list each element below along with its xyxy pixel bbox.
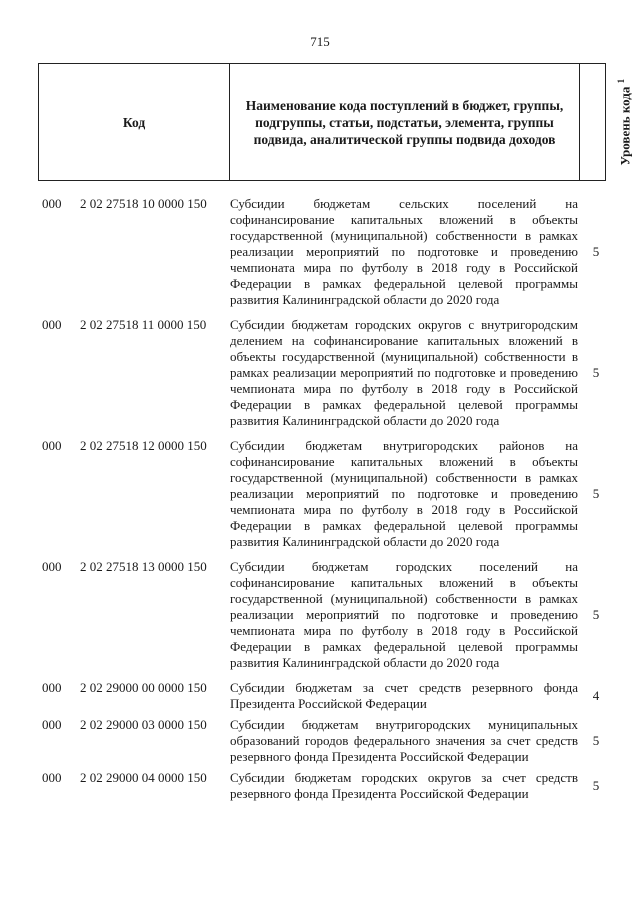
header-level-label: Уровень кода [617, 86, 633, 166]
table-row [38, 438, 606, 550]
row-code: 2 02 27518 12 0000 150 [80, 438, 207, 453]
row-level: 5 [592, 778, 600, 793]
row-prefix: 000 [42, 317, 62, 332]
header-name: Наименование кода поступлений в бюджет, группы, подгруппы, статьи, подстатьи, элемента, группы подвида, аналитической группы подвида доходов [229, 64, 579, 180]
page-number: 715 [310, 34, 330, 49]
row-level: 5 [592, 733, 600, 748]
row-prefix: 000 [42, 438, 62, 453]
row-code: 2 02 29000 04 0000 150 [80, 770, 207, 785]
row-name: Субсидии бюджетам городских округов с внутригородским делением на софинансирование капитальных вложений в объекты государственной (муниципальной) собственности в рамках реализации мероприятий по подготовке и проведению чемпионата мира по футболу в 2018 году в Российской Федерации в рамках федеральной целевой программы развития Калининградской области до 2020 года [230, 317, 578, 428]
header-level-footnote: 1 [616, 78, 627, 84]
row-prefix: 000 [42, 559, 62, 574]
row-prefix: 000 [42, 717, 62, 732]
table-header [38, 63, 633, 181]
row-level: 5 [592, 486, 600, 501]
row-code: 2 02 29000 00 0000 150 [80, 680, 207, 695]
row-code: 2 02 27518 11 0000 150 [80, 317, 207, 332]
row-name: Субсидии бюджетам за счет средств резервного фонда Президента Российской Федерации [230, 680, 578, 711]
row-name: Субсидии бюджетам городских округов за счет средств резервного фонда Президента Российской Федерации [230, 770, 578, 801]
table-row [38, 196, 606, 308]
row-level: 5 [592, 607, 600, 622]
table-row [38, 717, 606, 765]
row-name: Субсидии бюджетам сельских поселений на софинансирование капитальных вложений в объекты государственной (муниципальной) собственности в рамках реализации мероприятий по подготовке и проведению чемпионата мира по футболу в 2018 году в Российской Федерации в рамках федеральной целевой программы развития Калининградской области до 2020 года [230, 196, 578, 307]
row-level: 5 [592, 365, 600, 380]
table-body [38, 196, 606, 802]
table-row [38, 770, 606, 802]
row-name: Субсидии бюджетам внутригородских районов на софинансирование капитальных вложений в объекты государственной (муниципальной) собственности в рамках реализации мероприятий по подготовке и проведению чемпионата мира по футболу в 2018 году в Российской Федерации в рамках федеральной целевой программы развития Калининградской области до 2020 года [230, 438, 578, 549]
table-row [38, 559, 606, 671]
row-code: 2 02 27518 13 0000 150 [80, 559, 207, 574]
row-name: Субсидии бюджетам внутригородских муниципальных образований городов федерального значения за счет средств резервного фонда Президента Российской Федерации [230, 717, 578, 764]
row-prefix: 000 [42, 770, 62, 785]
row-code: 2 02 27518 10 0000 150 [80, 196, 207, 211]
row-code: 2 02 29000 03 0000 150 [80, 717, 207, 732]
row-name: Субсидии бюджетам городских поселений на софинансирование капитальных вложений в объекты государственной (муниципальной) собственности в рамках реализации мероприятий по подготовке и проведению чемпионата мира по футболу в 2018 году в Российской Федерации в рамках федеральной целевой программы развития Калининградской области до 2020 года [230, 559, 578, 670]
table-row [38, 317, 606, 429]
header-level [579, 64, 640, 180]
row-level: 5 [592, 244, 600, 259]
header-code: Код [122, 114, 146, 130]
row-prefix: 000 [42, 680, 62, 695]
row-prefix: 000 [42, 196, 62, 211]
header-level-rotated [613, 79, 633, 166]
table-row [38, 680, 606, 712]
row-level: 4 [592, 688, 600, 703]
